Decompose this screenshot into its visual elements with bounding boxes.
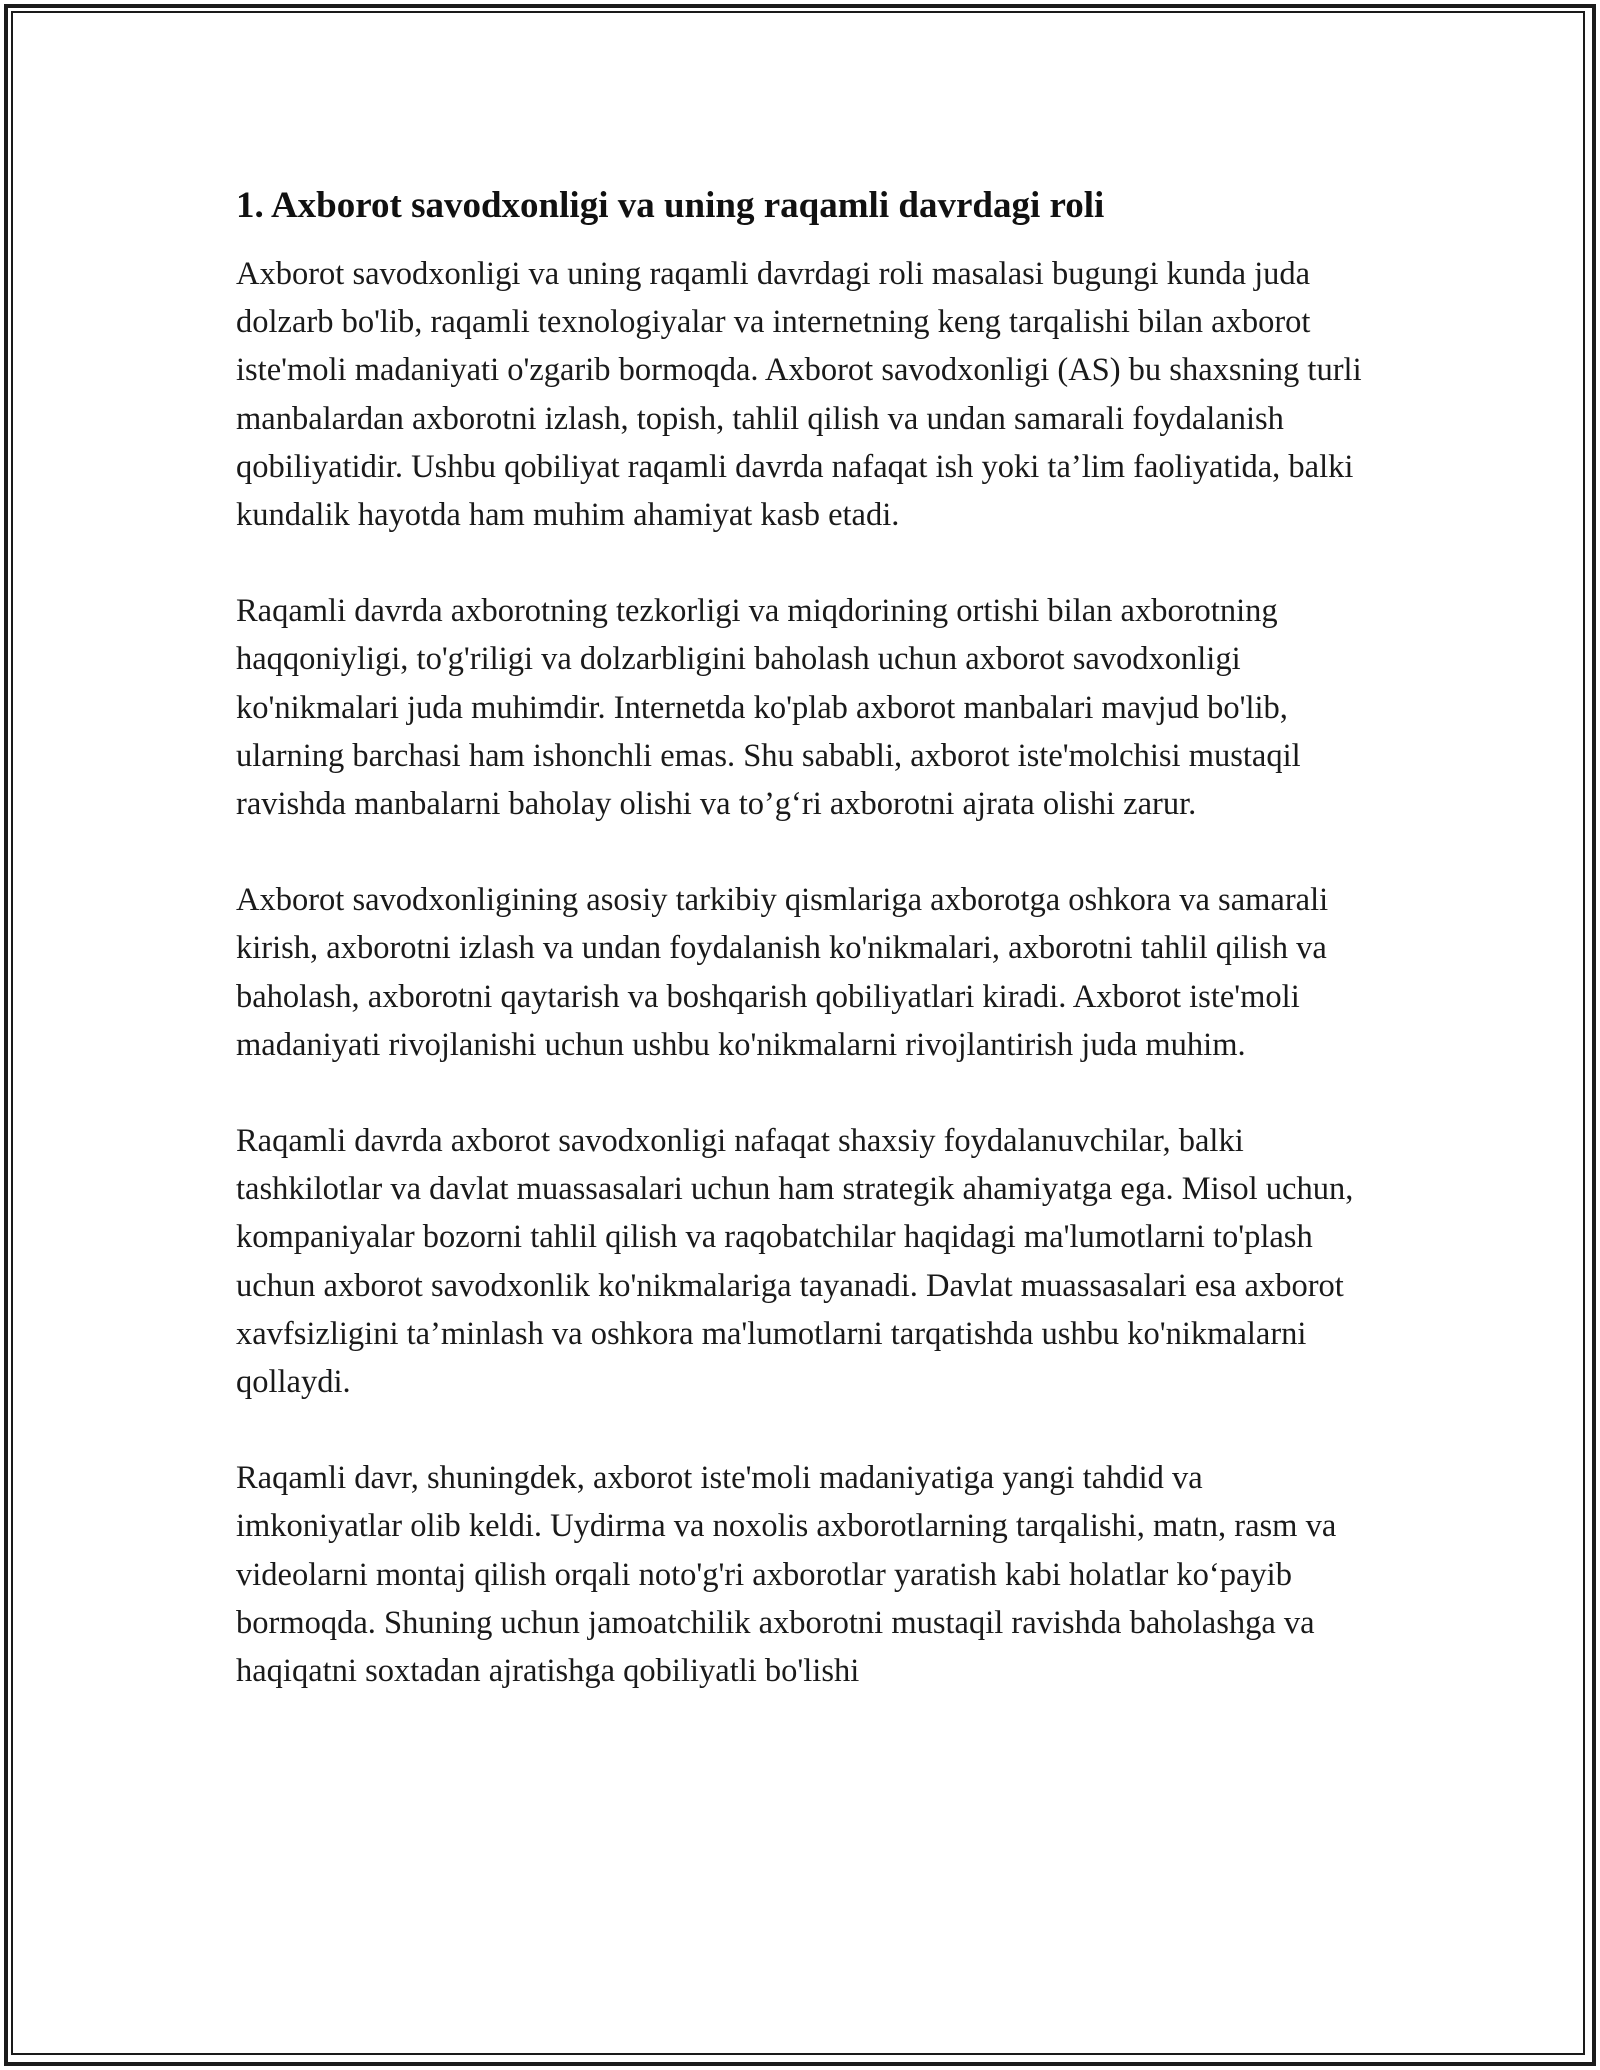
- section-heading: 1. Axborot savodxonligi va uning raqamli davrdagi roli: [236, 185, 1105, 226]
- paragraph-2: Raqamli davrda axborotning tezkorligi va miqdorining ortishi bilan axborotning haqqoniyligi, to'g'riligi va dolzarbligini baholash uchun axborot savodxonligi ko'nikmalari juda muhimdir. Internetda ko'plab axborot manbalari mavjud bo'lib, ularning barchasi ham ishonchli emas. Shu sababli, axborot iste'molchisi mustaqil ravishda manbalarni baholay olishi va to’g‘ri axborotni ajrata olishi zarur.: [236, 593, 1301, 823]
- paragraph-5: Raqamli davr, shuningdek, axborot iste'moli madaniyatiga yangi tahdid va imkoniyatlar olib keldi. Uydirma va noxolis axborotlarning tarqalishi, matn, rasm va videolarni montaj qilish orqali noto'g'ri axborotlar yaratish kabi holatlar ko‘payib bormoqda. Shuning uchun jamoatchilik axborotni mustaqil ravishda baholashga va haqiqatni soxtadan ajratishga qobiliyatli bo'lishi: [236, 1460, 1337, 1690]
- document-body: [236, 182, 1370, 1743]
- paragraph-3: Axborot savodxonligining asosiy tarkibiy qismlariga axborotga oshkora va samarali kirish, axborotni izlash va undan foydalanish ko'nikmalari, axborotni tahlil qilish va baholash, axborotni qaytarish va boshqarish qobiliyatlari kiradi. Axborot iste'moli madaniyati rivojlanishi uchun ushbu ko'nikmalarni rivojlantirish juda muhim.: [236, 882, 1329, 1063]
- paragraph-4: Raqamli davrda axborot savodxonligi nafaqat shaxsiy foydalanuvchilar, balki tashkilotlar va davlat muassasalari uchun ham strategik ahamiyatga ega. Misol uchun, kompaniyalar bozorni tahlil qilish va raqobatchilar haqidagi ma'lumotlarni to'plash uchun axborot savodxonlik ko'nikmalariga tayanadi. Davlat muassasalari esa axborot xavfsizligini ta’minlash va oshkora ma'lumotlarni tarqatishda ushbu ko'nikmalarni qollaydi.: [236, 1123, 1354, 1401]
- paragraph-1: Axborot savodxonligi va uning raqamli davrdagi roli masalasi bugungi kunda juda dolzarb bo'lib, raqamli texnologiyalar va internetning keng tarqalishi bilan axborot iste'moli madaniyati o'zgarib bormoqda. Axborot savodxonligi (AS) bu shaxsning turli manbalardan axborotni izlash, topish, tahlil qilish va undan samarali foydalanish qobiliyatidir. Ushbu qobiliyat raqamli davrda nafaqat ish yoki ta’lim faoliyatida, balki kundalik hayotda ham muhim ahamiyat kasb etadi.: [236, 256, 1362, 534]
